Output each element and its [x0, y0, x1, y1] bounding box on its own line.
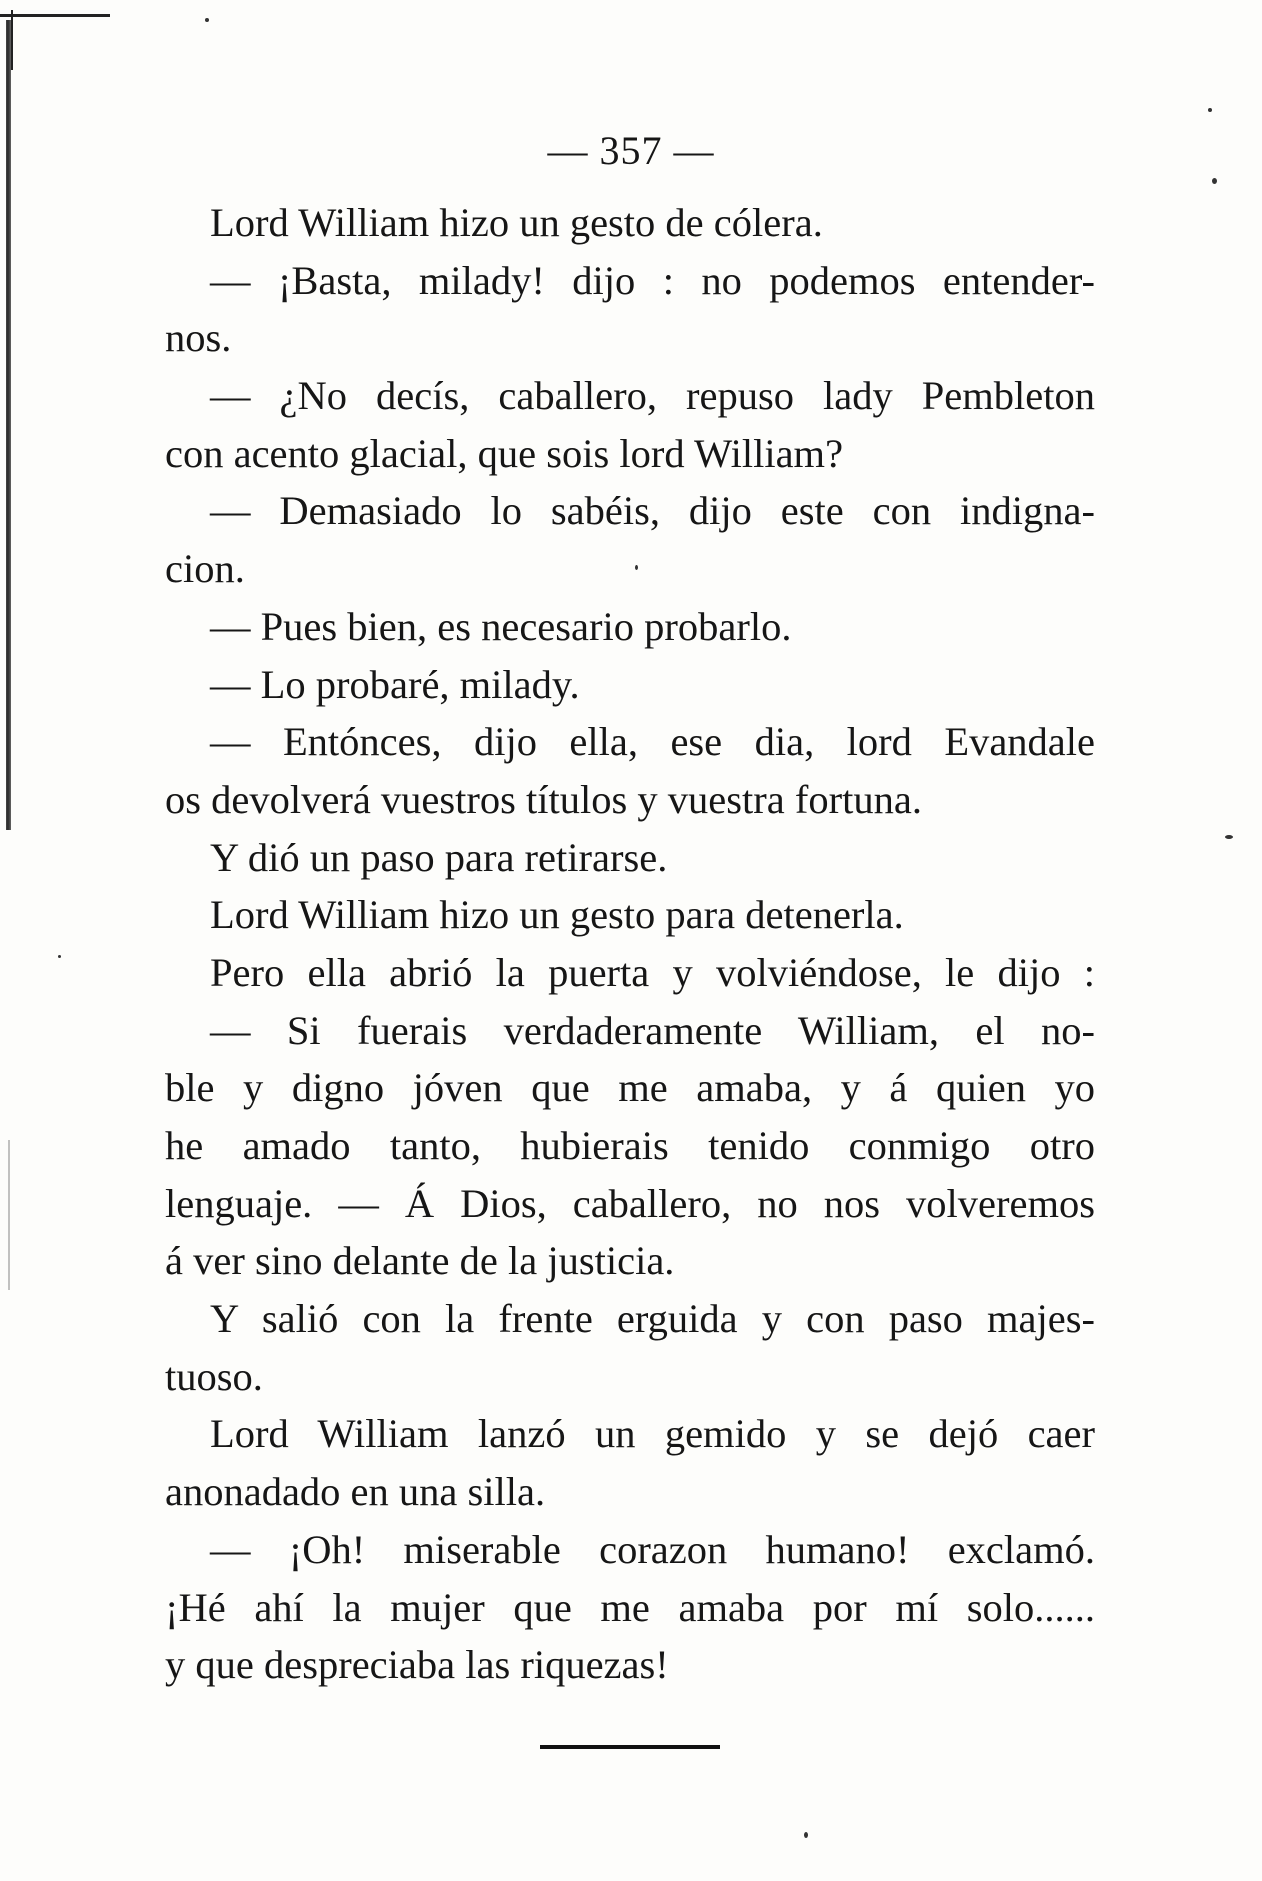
text-line: tuoso. — [165, 1353, 263, 1399]
text-line: lenguaje. — Á Dios, caballero, no nos volveremos — [165, 1180, 1095, 1226]
text-line: — ¿No decís, caballero, repuso lady Pembleton — [210, 373, 1095, 419]
text-line: Lord William hizo un gesto para detenerla. — [210, 892, 904, 938]
text-line: Lord William lanzó un gemido y se dejó caer — [210, 1411, 1095, 1457]
text-line: — Si fuerais verdaderamente William, el no- — [210, 1007, 1095, 1053]
text-line: anonadado en una silla. — [165, 1469, 546, 1515]
binding-edge-faint — [8, 1140, 10, 1290]
text-line: — Pues bien, es necesario probarlo. — [210, 603, 792, 649]
text-line: ¡Hé ahí la mujer que me amaba por mí solo...... — [165, 1584, 1095, 1630]
text-line: con acento glacial, que sois lord William? — [165, 430, 844, 476]
binding-edge-top — [0, 14, 110, 17]
binding-edge-inner — [11, 10, 13, 70]
scan-speck — [205, 18, 209, 22]
scan-speck — [1208, 108, 1212, 112]
text-line: Y dió un paso para retirarse. — [210, 834, 668, 880]
text-line: — Lo probaré, milady. — [210, 661, 580, 707]
scan-speck — [804, 1832, 808, 1838]
text-line: he amado tanto, hubierais tenido conmigo otro — [165, 1123, 1095, 1168]
text-line: Pero ella abrió la puerta y volviéndose, le dijo : — [210, 949, 1095, 995]
text-line: y que despreciaba las riquezas! — [165, 1642, 669, 1688]
scan-speck — [1225, 835, 1233, 839]
text-line: — Entónces, dijo ella, ese dia, lord Evandale — [210, 719, 1095, 765]
text-line: — ¡Basta, milady! dijo : no podemos entender- — [210, 257, 1095, 303]
text-line: — Demasiado lo sabéis, dijo este con indigna- — [210, 488, 1095, 534]
end-rule — [540, 1745, 720, 1749]
page-number: — 357 — — [547, 128, 715, 173]
text-line: — ¡Oh! miserable corazon humano! exclamó. — [210, 1526, 1095, 1572]
scan-speck — [58, 955, 61, 958]
text-line: Lord William hizo un gesto de cólera. — [210, 200, 823, 245]
text-line: á ver sino delante de la justicia. — [165, 1238, 675, 1284]
text-line: nos. — [165, 315, 232, 361]
text-line: os devolverá vuestros títulos y vuestra fortuna. — [165, 776, 922, 822]
text-line: Y salió con la frente erguida y con paso majes- — [210, 1296, 1095, 1342]
text-line: ble y digno jóven que me amaba, y á quien yo — [165, 1065, 1095, 1111]
scan-speck — [1212, 178, 1217, 184]
body-text — [165, 194, 1095, 1694]
text-line: cion. — [165, 546, 245, 592]
